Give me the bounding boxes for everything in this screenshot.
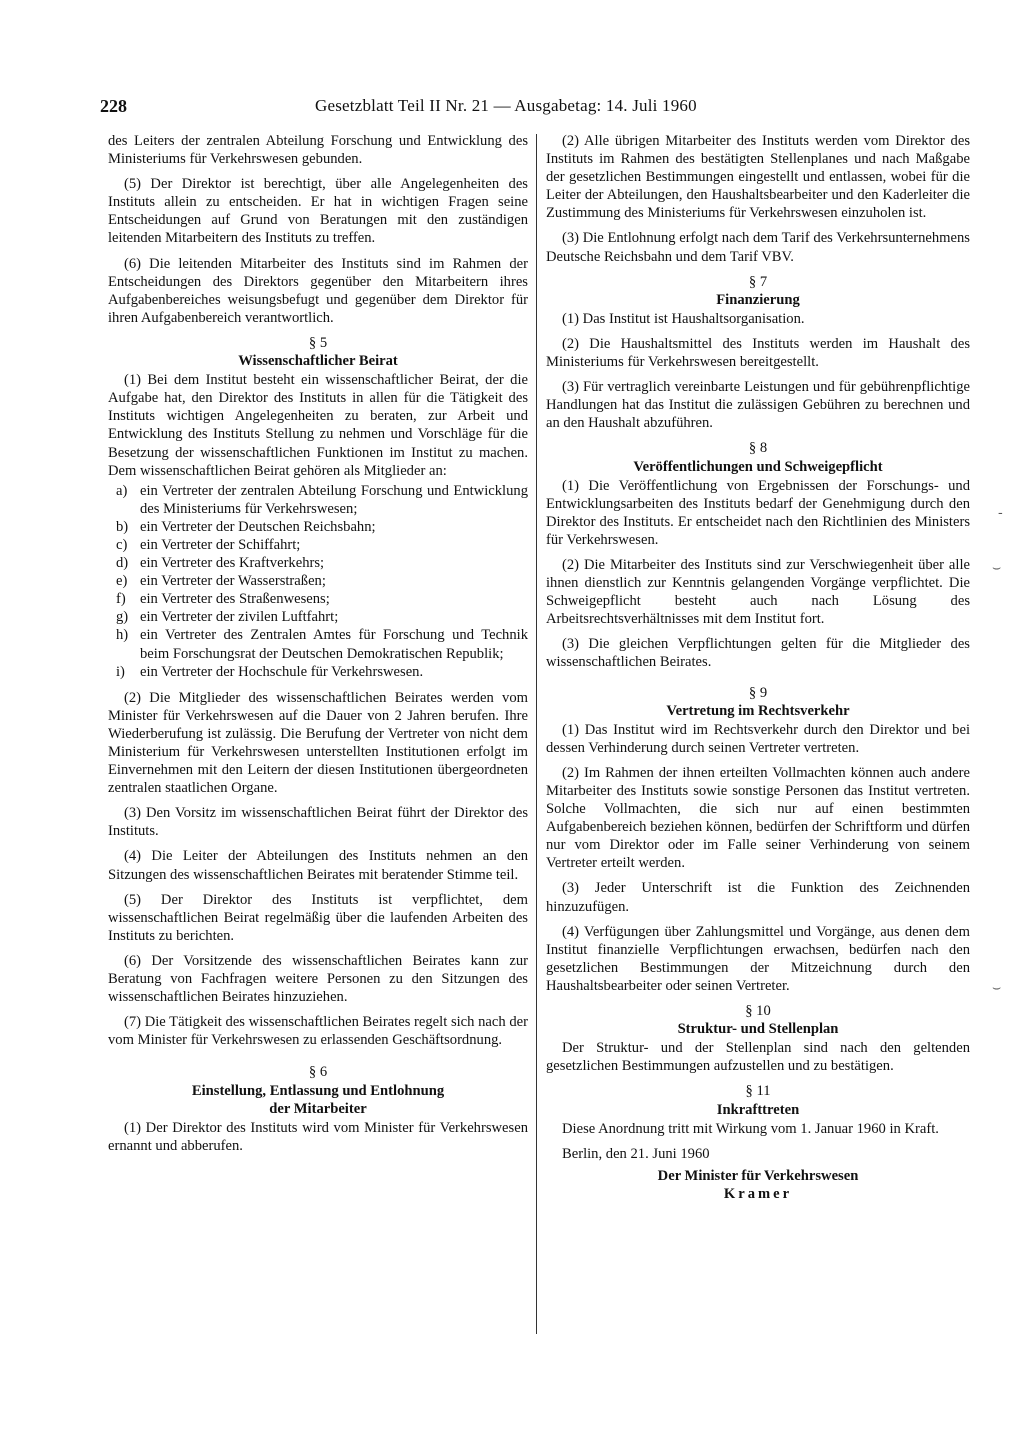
list-item-text: ein Vertreter des Zentralen Amtes für Forschung und Technik beim Forschungsrat der Deutschen Demokratischen Republik;: [140, 627, 528, 662]
list-item-label: c): [116, 536, 128, 553]
list-item: [108, 663, 528, 681]
paragraph: (5) Der Direktor ist berechtigt, über alle Angelegenheiten des Instituts allein zu entscheiden. Er hat in wichtigen Fragen seine Entscheidungen auf Grund von Beratungen mit den zuständigen leitenden Mitarbeitern des Instituts zu treffen.: [108, 176, 528, 247]
list-item-text: ein Vertreter der zentralen Abteilung Forschung und Entwicklung des Ministeriums für Verkehrswesen;: [140, 482, 528, 517]
list-item-text: ein Vertreter der Hochschule für Verkehrswesen.: [140, 663, 424, 680]
paragraph: (2) Im Rahmen der ihnen erteilten Vollmachten können auch andere Mitarbeiter des Instituts sowie sonstige Personen das Institut vertreten. Solche Vollmachten, die sich nur auf einen bestimmten Aufgabenbereich beziehen können, bedürfen der Schriftform und dürfen nur vom Direktor oder im Falle seiner Verhinderung von seinem Vertreter erteilt werden.: [546, 764, 970, 872]
left-column: [108, 132, 528, 1162]
section-number: § 5: [308, 334, 328, 351]
paragraph: (6) Der Vorsitzende des wissenschaftlichen Beirates kann zur Beratung von Fachfragen weitere Personen zu den Sitzungen des wissenschaftlichen Beirates hinzuziehen.: [108, 952, 528, 1006]
paragraph: Der Struktur- und der Stellenplan sind nach den geltenden gesetzlichen Bestimmungen aufzustellen und zu bestätigen.: [546, 1040, 970, 1075]
paragraph: (3) Den Vorsitz im wissenschaftlichen Beirat führt der Direktor des Instituts.: [108, 805, 528, 840]
list-item-label: d): [116, 555, 129, 572]
signer-name: Kramer: [723, 1185, 793, 1202]
paragraph: (6) Die leitenden Mitarbeiter des Instituts sind im Rahmen der Entscheidungen des Direktors gegenüber den Mitarbeitern ihres Aufgabenbereiches weisungsbefugt und gegenüber dem Direktor für ihren Aufgabenbereich verantwortlich.: [108, 255, 528, 326]
section-number: § 11: [745, 1083, 771, 1100]
paragraph: (3) Die gleichen Verpflichtungen gelten für die Mitglieder des wissenschaftlichen Beirates.: [546, 636, 970, 671]
list-item-label: b): [116, 518, 129, 535]
list-item-text: ein Vertreter des Straßenwesens;: [140, 591, 330, 608]
list-item-text: ein Vertreter der Schiffahrt;: [140, 536, 301, 553]
list-item-text: ein Vertreter der zivilen Luftfahrt;: [140, 609, 339, 626]
section-title: Vertretung im Rechtsverkehr: [666, 702, 850, 719]
section-title: Finanzierung: [716, 291, 800, 308]
page-number: 228: [100, 96, 127, 116]
paragraph: (3) Für vertraglich vereinbarte Leistungen und für gebührenpflichtige Handlungen hat das Institut die zulässigen Gebühren zu berechnen und an den Haushalt abzuführen.: [546, 379, 970, 432]
section-number: § 6: [308, 1064, 328, 1081]
paragraph: (7) Die Tätigkeit des wissenschaftlichen Beirates regelt sich nach der vom Minister für Verkehrswesen zu erlassenden Geschäftsordnung.: [108, 1014, 528, 1049]
section-number: § 9: [748, 684, 768, 701]
paragraph: (4) Die Leiter der Abteilungen des Instituts nehmen an den Sitzungen des wissenschaftlichen Beirates mit beratender Stimme teil.: [108, 848, 528, 883]
paragraph: (2) Die Mitarbeiter des Instituts sind zur Verschwiegenheit über alle ihnen dienstlich zur Kenntnis gelangenden Vorgänge verpflichtet. Die Schweigepflicht besteht auch nach Lösung des Arbeitsrechtsverhältnisses mit dem Institut fort.: [546, 556, 970, 628]
paragraph: (2) Die Haushaltsmittel des Instituts werden im Haushalt des Ministeriums für Verkehrswesen bereitgestellt.: [546, 335, 970, 371]
paragraph: (2) Die Mitglieder des wissenschaftlichen Beirates werden vom Minister für Verkehrswesen auf die Dauer von 2 Jahren berufen. Ihre Wiederberufung ist zulässig. Die Berufung der Vertreter von nicht dem Ministerium für Verkehrswesen unterstellten Institutionen erfolgt im Einvernehmen mit den Leitern der diesen Institutionen übergeordneten zentralen staatlichen Organe.: [108, 689, 528, 797]
list-item: [108, 626, 528, 662]
list-item: [108, 518, 528, 536]
section-title: Inkrafttreten: [716, 1101, 800, 1118]
paragraph: Diese Anordnung tritt mit Wirkung vom 1. Januar 1960 in Kraft.: [562, 1120, 939, 1137]
paragraph: (1) Der Direktor des Instituts wird vom Minister für Verkehrswesen ernannt und abberufen.: [108, 1119, 528, 1154]
list-item-text: ein Vertreter der Deutschen Reichsbahn;: [140, 518, 376, 535]
section-title: der Mitarbeiter: [269, 1100, 367, 1117]
minister-title: Der Minister für Verkehrswesen: [657, 1167, 859, 1184]
list-item-label: i): [116, 663, 125, 680]
page-header: [100, 96, 970, 120]
list-item-text: ein Vertreter der Wasserstraßen;: [140, 573, 326, 590]
list-item-text: ein Vertreter des Kraftverkehrs;: [140, 555, 325, 572]
section-number: § 7: [748, 273, 768, 290]
member-list: [108, 482, 528, 681]
paragraph: (1) Das Institut ist Haushaltsorganisation.: [562, 310, 805, 327]
list-item-label: f): [116, 591, 126, 608]
section-number: § 10: [745, 1003, 771, 1020]
paragraph: (3) Die Entlohnung erfolgt nach dem Tarif des Verkehrsunternehmens Deutsche Reichsbahn und dem Tarif VBV.: [546, 230, 970, 265]
list-item: [108, 590, 528, 608]
scan-mark: ⌣: [992, 560, 1002, 576]
scan-mark: ⌣: [992, 980, 1002, 996]
paragraph: (5) Der Direktor des Instituts ist verpflichtet, dem wissenschaftlichen Beirat regelmäßig über die laufenden Arbeiten des Instituts zu berichten.: [108, 891, 528, 944]
list-item-label: a): [116, 482, 128, 499]
section-number: § 8: [748, 440, 768, 457]
scan-mark: -: [998, 505, 1003, 521]
paragraph: (4) Verfügungen über Zahlungsmittel und Vorgänge, aus denen dem Institut finanzielle Verpflichtungen erwachsen, bedürfen nach den gesetzlichen Bestimmungen der Mitzeichnung durch den Haushaltsbearbeiter oder seinen Vertreter.: [546, 923, 970, 994]
paragraph: (2) Alle übrigen Mitarbeiter des Instituts werden vom Direktor des Instituts im Rahmen des bestätigten Stellenplanes und nach Maßgabe der gesetzlichen Bestimmungen eingestellt und entlassen, wobei für die Leiter der Abteilungen, den Haushaltsbearbeiter und den Kaderleiter die Zustimmung des Ministeriums für Verkehrswesen einzuholen ist.: [546, 133, 970, 222]
place-and-date: Berlin, den 21. Juni 1960: [562, 1145, 710, 1162]
right-column: [546, 132, 970, 1203]
paragraph: (1) Bei dem Institut besteht ein wissenschaftlicher Beirat, der die Aufgabe hat, den Direktor des Instituts in allen für die Tätigkeit des Instituts wichtigen Angelegenheiten zu beraten, zur Arbeit und Entwicklung des Instituts Stellung zu nehmen und Vorschläge für die Besetzung der wissenschaftlichen Funktionen im Institut zu machen. Dem wissenschaftlichen Beirat gehören als Mitglieder an:: [108, 372, 528, 479]
paragraph: (3) Jeder Unterschrift ist die Funktion des Zeichnenden hinzuzufügen.: [546, 880, 970, 915]
list-item-label: g): [116, 609, 129, 626]
section-title: Wissenschaftlicher Beirat: [238, 353, 398, 370]
paragraph: (1) Das Institut wird im Rechtsverkehr durch den Direktor und bei dessen Verhinderung durch seinen Vertreter vertreten.: [546, 721, 970, 756]
list-item: [108, 554, 528, 572]
list-item: [108, 482, 528, 518]
section-title: Struktur- und Stellenplan: [677, 1021, 839, 1038]
list-item: [108, 608, 528, 626]
list-item: [108, 572, 528, 590]
gazette-title: Gesetzblatt Teil II Nr. 21 — Ausgabetag: 14. Juli 1960: [315, 96, 697, 115]
paragraph: des Leiters der zentralen Abteilung Forschung und Entwicklung des Ministeriums für Verkehrswesen gebunden.: [108, 133, 528, 168]
paragraph: (1) Die Veröffentlichung von Ergebnissen der Forschungs- und Entwicklungsarbeiten des Instituts bedarf der Genehmigung durch den Direktor des Instituts. Er entscheidet nach den Richtlinien des Ministers für Verkehrswesen.: [546, 477, 970, 548]
section-title: Einstellung, Entlassung und Entlohnung: [191, 1082, 445, 1099]
list-item: [108, 536, 528, 554]
column-divider: [536, 134, 537, 1334]
list-item-label: e): [116, 573, 128, 590]
section-title: Veröffentlichungen und Schweigepflicht: [633, 458, 883, 475]
list-item-label: h): [116, 627, 129, 644]
